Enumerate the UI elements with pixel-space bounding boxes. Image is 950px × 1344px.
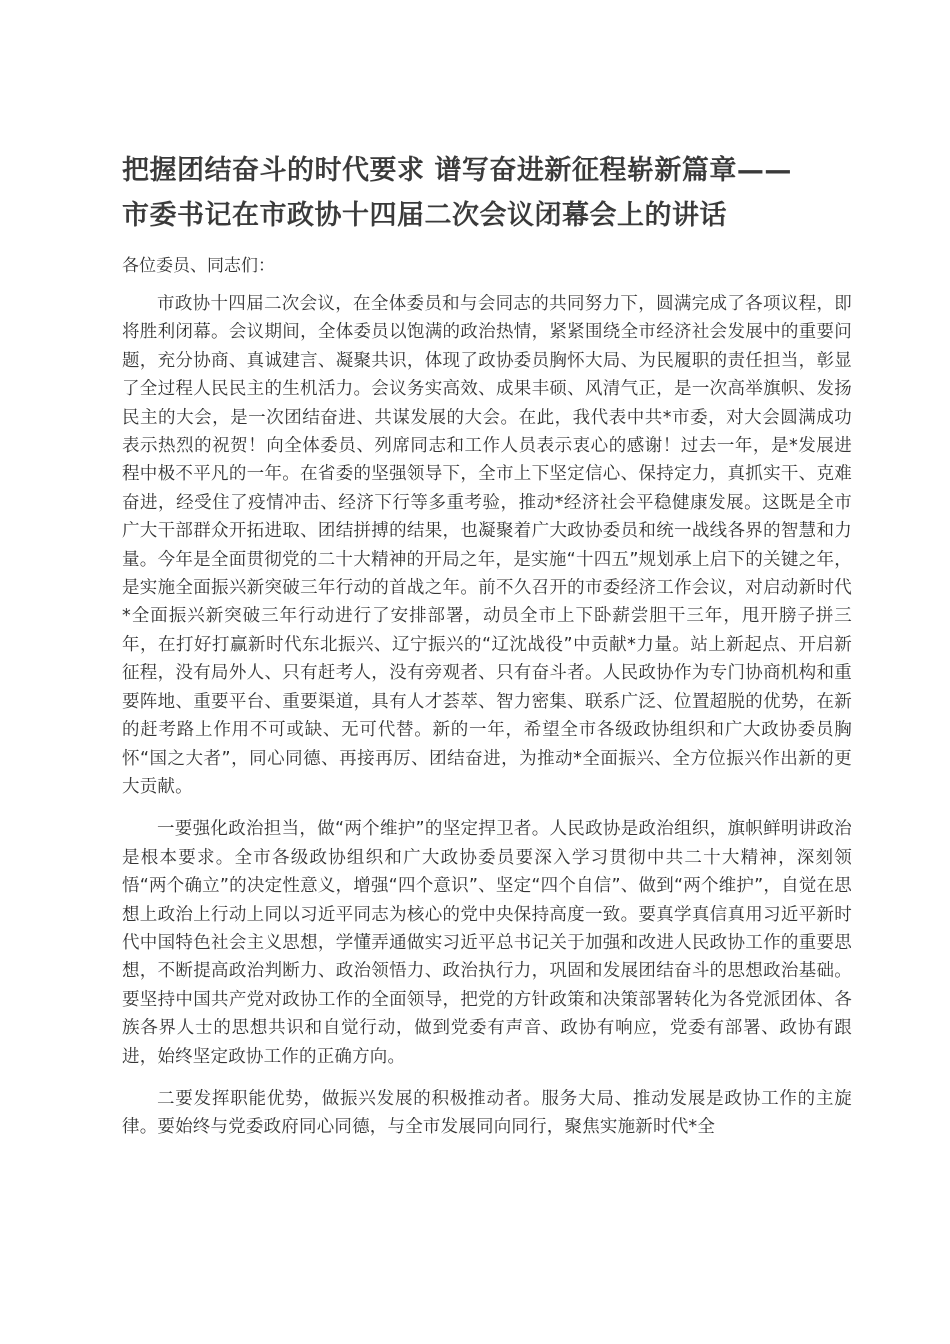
title-line-2: 市委书记在市政协十四届二次会议闭幕会上的讲话 xyxy=(122,200,727,231)
paragraph-point-one: 一要强化政治担当，做“两个维护”的坚定捍卫者。人民政协是政治组织，旗帜鲜明讲政治是根本要求。全市各级政协组织和广大政协委员要深入学习贯彻中共二十大精神，深刻领悟“两个确立”的决定性意义，增强“四个意识”、坚定“四个自信”、做到“两个维护”，自觉在思想上政治上行动上同以习近平同志为核心的党中央保持高度一致。要真学真信真用习近平新时代中国特色社会主义思想，学懂弄通做实习近平总书记关于加强和改进人民政协工作的重要思想，不断提高政治判断力、政治领悟力、政治执行力，巩固和发展团结奋斗的思想政治基础。要坚持中国共产党对政协工作的全面领导，把党的方针政策和决策部署转化为各党派团体、各族各界人士的思想共识和自觉行动，做到党委有声音、政协有响应，党委有部署、政协有跟进，始终坚定政协工作的正确方向。 xyxy=(122,819,852,1067)
paragraph-intro: 市政协十四届二次会议，在全体委员和与会同志的共同努力下，圆满完成了各项议程，即将胜利闭幕。会议期间，全体委员以饱满的政治热情，紧紧围绕全市经济社会发展中的重要问题，充分协商、真诚建言、凝聚共识，体现了政协委员胸怀大局、为民履职的责任担当，彰显了全过程人民民主的生机活力。会议务实高效、成果丰硕、风清气正，是一次高举旗帜、发扬民主的大会，是一次团结奋进、共谋发展的大会。在此，我代表中共*市委，对大会圆满成功表示热烈的祝贺！向全体委员、列席同志和工作人员表示衷心的感谢！过去一年，是*发展进程中极不平凡的一年。在省委的坚强领导下，全市上下坚定信心、保持定力，真抓实干、克难奋进，经受住了疫情冲击、经济下行等多重考验，推动*经济社会平稳健康发展。这既是全市广大干部群众开拓进取、团结拼搏的结果，也凝聚着广大政协委员和统一战线各界的智慧和力量。今年是全面贯彻党的二十大精神的开局之年，是实施“十四五”规划承上启下的关键之年，是实施全面振兴新突破三年行动的首战之年。前不久召开的市委经济工作会议，对启动新时代*全面振兴新突破三年行动进行了安排部署，动员全市上下卧薪尝胆干三年，甩开膀子拼三年，在打好打赢新时代东北振兴、辽宁振兴的“辽沈战役”中贡献*力量。站上新起点、开启新征程，没有局外人、只有赶考人，没有旁观者、只有奋斗者。人民政协作为专门协商机构和重要阵地、重要平台、重要渠道，具有人才荟萃、智力密集、联系广泛、位置超脱的优势，在新的赶考路上作用不可或缺、无可代替。新的一年，希望全市各级政协组织和广大政协委员胸怀“国之大者”，同心同德、再接再厉、团结奋进，为推动*全面振兴、全方位振兴作出新的更大贡献。 xyxy=(122,294,852,797)
paragraph-point-two: 二要发挥职能优势，做振兴发展的积极推动者。服务大局、推动发展是政协工作的主旋律。要始终与党委政府同心同德，与全市发展同向同行，聚焦实施新时代*全 xyxy=(122,1088,852,1138)
document-page xyxy=(122,148,852,1142)
document-title xyxy=(122,148,852,238)
title-line-1: 把握团结奋斗的时代要求 谱写奋进新征程崭新篇章—— xyxy=(122,155,792,186)
salutation: 各位委员、同志们： xyxy=(122,256,275,276)
